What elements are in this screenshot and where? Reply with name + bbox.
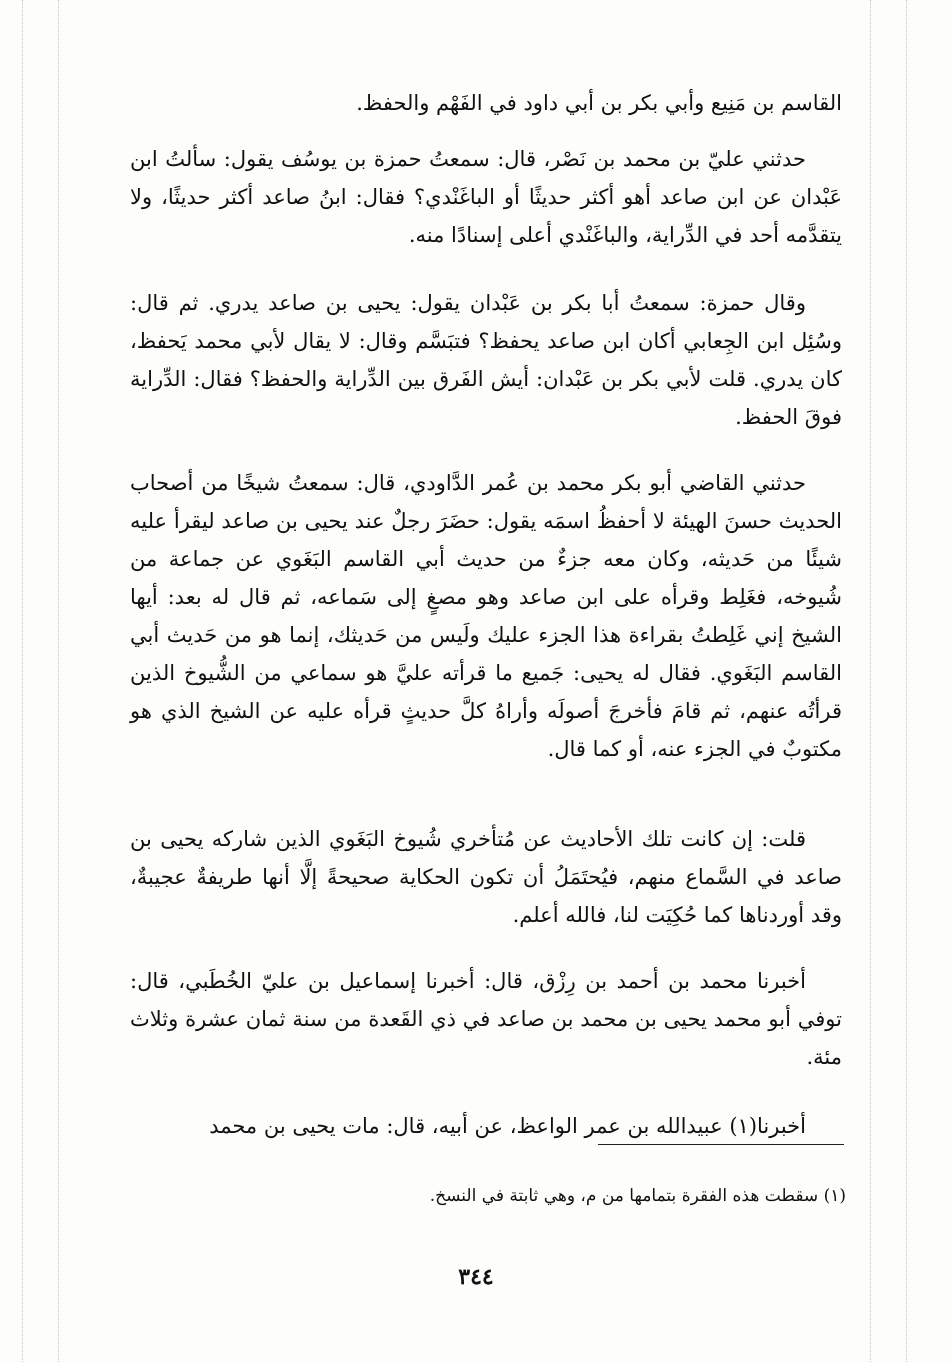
scan-artifact-line: [58, 0, 59, 1362]
paragraph-4: حدثني القاضي أبو بكر محمد بن عُمر الدَّاودي، قال: سمعتُ شيخًا من أصحاب الحديث حسنَ الهيئة لا أحفظُ اسمَه يقول: حضَرَ رجلٌ عند يحيى بن صاعد ليقرأ عليه شيئًا من حَديثه، وكان معه جزءٌ من حديث أبي القاسم البَغَوي عن جماعة من شُيوخه، فغَلِط وقرأه على ابن صاعد وهو مصغٍ إلى سَماعه، ثم قال له بعد: أيها الشيخ إني غَلِطتُ بقراءة هذا الجزء عليك ولَيس من حَديثك، إنما هو من حَديث أبي القاسم البَغَوي. فقال له يحيى: جَميع ما قرأته عليَّ هو سماعي من الشُّيوخ الذين قرأتُه عنهم، ثم قامَ فأخرجَ أصولَه وأراهُ كلَّ حديثٍ قرأه عليه عن الشيخ الذي هو مكتوبٌ في الجزء عنه، أو كما قال.: [130, 471, 842, 761]
footnote-separator: [598, 1144, 844, 1145]
scan-artifact-line: [906, 0, 907, 1362]
paragraph-1: القاسم بن مَنِيع وأبي بكر بن أبي داود في الفَهْم والحفظ.: [356, 91, 842, 115]
paragraph-2: حدثني عليّ بن محمد بن نَصْر، قال: سمعتُ حمزة بن يوسُف يقول: سألتُ ابن عَبْدان عن ابن صاعد أهو أكثر حديثًا أو الباغَنْدي؟ فقال: ابنُ صاعد أكثر حديثًا، ولا يتقدَّمه أحد في الدِّراية، والباغَنْدي أعلى إسنادًا منه.: [130, 147, 842, 247]
footnote: (١) سقطت هذه الفقرة بتمامها من م، وهي ثابتة في النسخ.: [429, 1186, 846, 1206]
paragraph-6: أخبرنا محمد بن أحمد بن رِزْق، قال: أخبرنا إسماعيل بن عليّ الخُطَبي، قال: توفي أبو محمد يحيى بن محمد بن صاعد في ذي القَعدة من سنة ثمان عشرة وثلاث مئة.: [130, 969, 842, 1069]
page-number: ٣٤٤: [458, 1264, 494, 1290]
scan-artifact-line: [870, 0, 871, 1362]
paragraph-5: قلت: إن كانت تلك الأحاديث عن مُتأخري شُيوخ البَغَوي الذين شاركه يحيى بن صاعد في السَّماع منهم، فيُحتَمَلُ أن تكون الحكاية صحيحةً إلَّا أنها طريفةٌ عجيبةٌ، وقد أوردناها كما حُكِيَت لنا، فالله أعلم.: [130, 827, 842, 927]
paragraph-3: وقال حمزة: سمعتُ أبا بكر بن عَبْدان يقول: يحيى بن صاعد يدري. ثم قال: وسُئِل ابن الجِعابي أكان ابن صاعد يحفظ؟ فتبَسَّم وقال: لا يقال لأبي محمد يَحفظ، كان يدري. قلت لأبي بكر بن عَبْدان: أيش الفَرق بين الدِّراية والحفظ؟ فقال: الدِّراية فوقَ الحفظ.: [130, 291, 842, 429]
paragraph-7: أخبرنا(١) عبيدالله بن عمر الواعظ، عن أبيه، قال: مات يحيى بن محمد: [209, 1114, 806, 1138]
scan-artifact-line: [22, 0, 23, 1362]
